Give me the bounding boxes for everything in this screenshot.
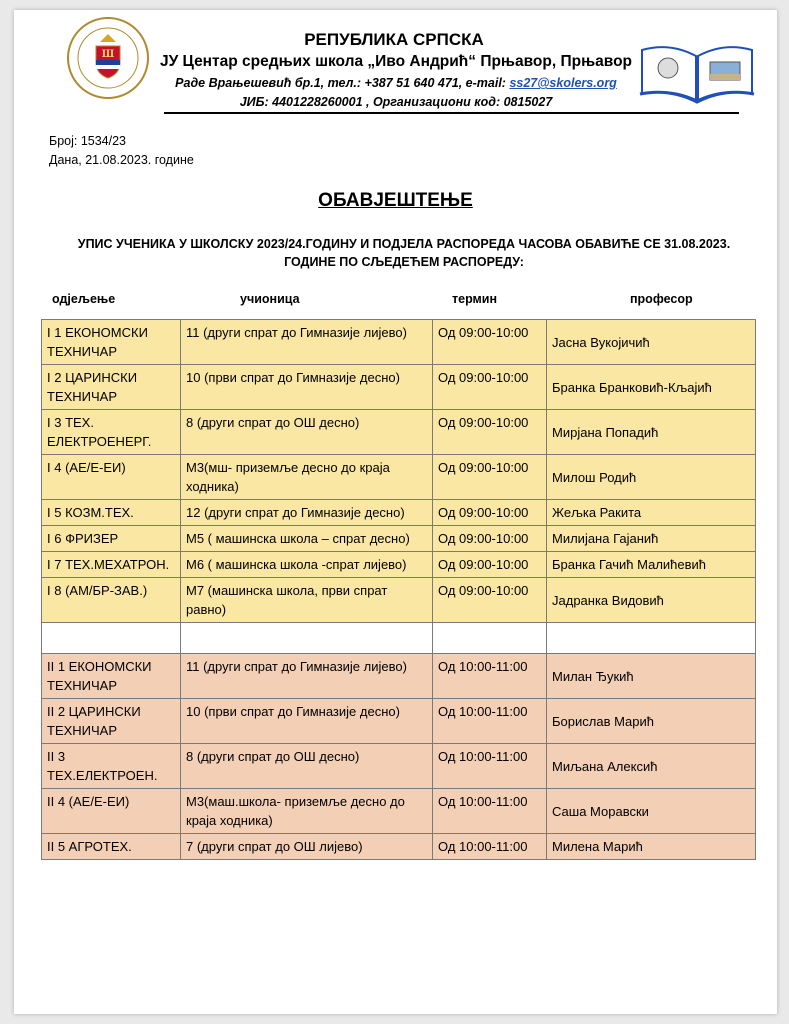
classroom-cell: М6 ( машинска школа -спрат лијево) bbox=[181, 552, 433, 578]
teacher-cell: Милан Ђукић bbox=[547, 654, 756, 699]
department-cell: II 5 АГРОТЕХ. bbox=[42, 834, 181, 860]
department-cell: I 3 ТЕХ. ЕЛЕКТРОЕНЕРГ. bbox=[42, 410, 181, 455]
teacher-cell: Милијана Гајанић bbox=[547, 526, 756, 552]
classroom-cell: 10 (први спрат до Гимназије десно) bbox=[181, 699, 433, 744]
table-row bbox=[42, 699, 756, 744]
table-row bbox=[42, 365, 756, 410]
table-row bbox=[42, 578, 756, 623]
republic-title: РЕПУБЛИКА СРПСКА bbox=[304, 30, 484, 49]
department-cell: I 6 ФРИЗЕР bbox=[42, 526, 181, 552]
school-address bbox=[156, 76, 636, 90]
teacher-cell: Мирјана Попадић bbox=[547, 410, 756, 455]
table-row bbox=[42, 410, 756, 455]
department-cell: II 1 ЕКОНОМСКИ ТЕХНИЧАР bbox=[42, 654, 181, 699]
empty-cell bbox=[42, 623, 181, 654]
empty-cell bbox=[547, 623, 756, 654]
time-cell: Од 09:00-10:00 bbox=[433, 410, 547, 455]
teacher-cell: Јасна Вукојичић bbox=[547, 320, 756, 365]
teacher-cell: Миљана Алексић bbox=[547, 744, 756, 789]
department-cell: I 1 ЕКОНОМСКИ ТЕХНИЧАР bbox=[42, 320, 181, 365]
column-header-time: термин bbox=[452, 292, 498, 306]
column-header-teacher: професор bbox=[630, 292, 693, 306]
table-row bbox=[42, 744, 756, 789]
open-book-logo-icon bbox=[638, 38, 756, 104]
classroom-cell: 8 (други спрат до ОШ десно) bbox=[181, 410, 433, 455]
table-row bbox=[42, 526, 756, 552]
department-cell: II 4 (АЕ/Е-ЕИ) bbox=[42, 789, 181, 834]
classroom-cell: М5 ( машинска школа – спрат десно) bbox=[181, 526, 433, 552]
table-row bbox=[42, 455, 756, 500]
classroom-cell: 12 (други спрат до Гимназије десно) bbox=[181, 500, 433, 526]
table-row bbox=[42, 789, 756, 834]
address-text: Раде Врањешевић бр.1, тел.: +387 51 640 471, e-mail: bbox=[175, 76, 510, 90]
coat-of-arms-seal-icon bbox=[66, 16, 150, 100]
teacher-cell: Милош Родић bbox=[547, 455, 756, 500]
time-cell: Од 09:00-10:00 bbox=[433, 455, 547, 500]
teacher-cell: Борислав Марић bbox=[547, 699, 756, 744]
email-link[interactable]: ss27@skolers.org bbox=[509, 76, 617, 90]
time-cell: Од 10:00-11:00 bbox=[433, 654, 547, 699]
table-row bbox=[42, 834, 756, 860]
classroom-cell: 11 (други спрат до Гимназије лијево) bbox=[181, 654, 433, 699]
classroom-cell: М3(маш.школа- приземље десно до краја ходника) bbox=[181, 789, 433, 834]
teacher-cell: Жељка Ракита bbox=[547, 500, 756, 526]
classroom-cell: 11 (други спрат до Гимназије лијево) bbox=[181, 320, 433, 365]
time-cell: Од 10:00-11:00 bbox=[433, 834, 547, 860]
time-cell: Од 09:00-10:00 bbox=[433, 320, 547, 365]
school-name: ЈУ Центар средњих школа „Иво Андрић“ Прњавор, Прњавор bbox=[159, 53, 633, 70]
header-divider bbox=[164, 112, 739, 114]
teacher-cell: Бранка Бранковић-Кљајић bbox=[547, 365, 756, 410]
school-registration: ЈИБ: 4401228260001 , Организациони код: 0815027 bbox=[239, 95, 553, 109]
table-row bbox=[42, 320, 756, 365]
spacer-row bbox=[42, 623, 756, 654]
empty-cell bbox=[433, 623, 547, 654]
time-cell: Од 09:00-10:00 bbox=[433, 526, 547, 552]
classroom-cell: 7 (други спрат до ОШ лијево) bbox=[181, 834, 433, 860]
classroom-cell: 10 (први спрат до Гимназије десно) bbox=[181, 365, 433, 410]
document-page bbox=[14, 10, 777, 1014]
department-cell: I 7 ТЕХ.МЕХАТРОН. bbox=[42, 552, 181, 578]
empty-cell bbox=[181, 623, 433, 654]
title-text: ОБАВЈЕШТЕЊЕ bbox=[318, 190, 473, 211]
department-cell: II 2 ЦАРИНСКИ ТЕХНИЧАР bbox=[42, 699, 181, 744]
time-cell: Од 10:00-11:00 bbox=[433, 744, 547, 789]
column-header-department: одјељење bbox=[52, 292, 116, 306]
document-number: Број: 1534/23 bbox=[49, 134, 127, 148]
classroom-cell: 8 (други спрат до ОШ десно) bbox=[181, 744, 433, 789]
time-cell: Од 10:00-11:00 bbox=[433, 789, 547, 834]
column-header-classroom: учионица bbox=[240, 292, 300, 306]
table-row bbox=[42, 500, 756, 526]
department-cell: II 3 ТЕХ.ЕЛЕКТРОЕН. bbox=[42, 744, 181, 789]
table-row bbox=[42, 654, 756, 699]
document-title bbox=[14, 190, 777, 212]
svg-text:Ш: Ш bbox=[101, 49, 115, 60]
letterhead bbox=[14, 10, 777, 120]
department-cell: I 4 (АЕ/Е-ЕИ) bbox=[42, 455, 181, 500]
notice-intro: УПИС УЧЕНИКА У ШКОЛСКУ 2023/24.ГОДИНУ И ПОДЈЕЛА РАСПОРЕДА ЧАСОВА ОБАВИЋЕ СЕ 31.08.2023. ГОДИНЕ ПО СЉЕДЕЋЕМ РАСПОРЕДУ: bbox=[77, 237, 731, 269]
classroom-cell: М7 (машинска школа, први спрат равно) bbox=[181, 578, 433, 623]
department-cell: I 8 (АМ/БР-ЗАВ.) bbox=[42, 578, 181, 623]
time-cell: Од 09:00-10:00 bbox=[433, 500, 547, 526]
department-cell: I 5 КОЗМ.ТЕХ. bbox=[42, 500, 181, 526]
teacher-cell: Саша Моравски bbox=[547, 789, 756, 834]
time-cell: Од 09:00-10:00 bbox=[433, 552, 547, 578]
table-row bbox=[42, 552, 756, 578]
document-date: Дана, 21.08.2023. године bbox=[49, 153, 194, 167]
classroom-cell: М3(мш- приземље десно до краја ходника) bbox=[181, 455, 433, 500]
schedule-table bbox=[41, 319, 756, 860]
time-cell: Од 10:00-11:00 bbox=[433, 699, 547, 744]
department-cell: I 2 ЦАРИНСКИ ТЕХНИЧАР bbox=[42, 365, 181, 410]
time-cell: Од 09:00-10:00 bbox=[433, 365, 547, 410]
teacher-cell: Милена Марић bbox=[547, 834, 756, 860]
time-cell: Од 09:00-10:00 bbox=[433, 578, 547, 623]
teacher-cell: Бранка Гачић Малићевић bbox=[547, 552, 756, 578]
schedule-body bbox=[42, 320, 756, 860]
teacher-cell: Јадранка Видовић bbox=[547, 578, 756, 623]
